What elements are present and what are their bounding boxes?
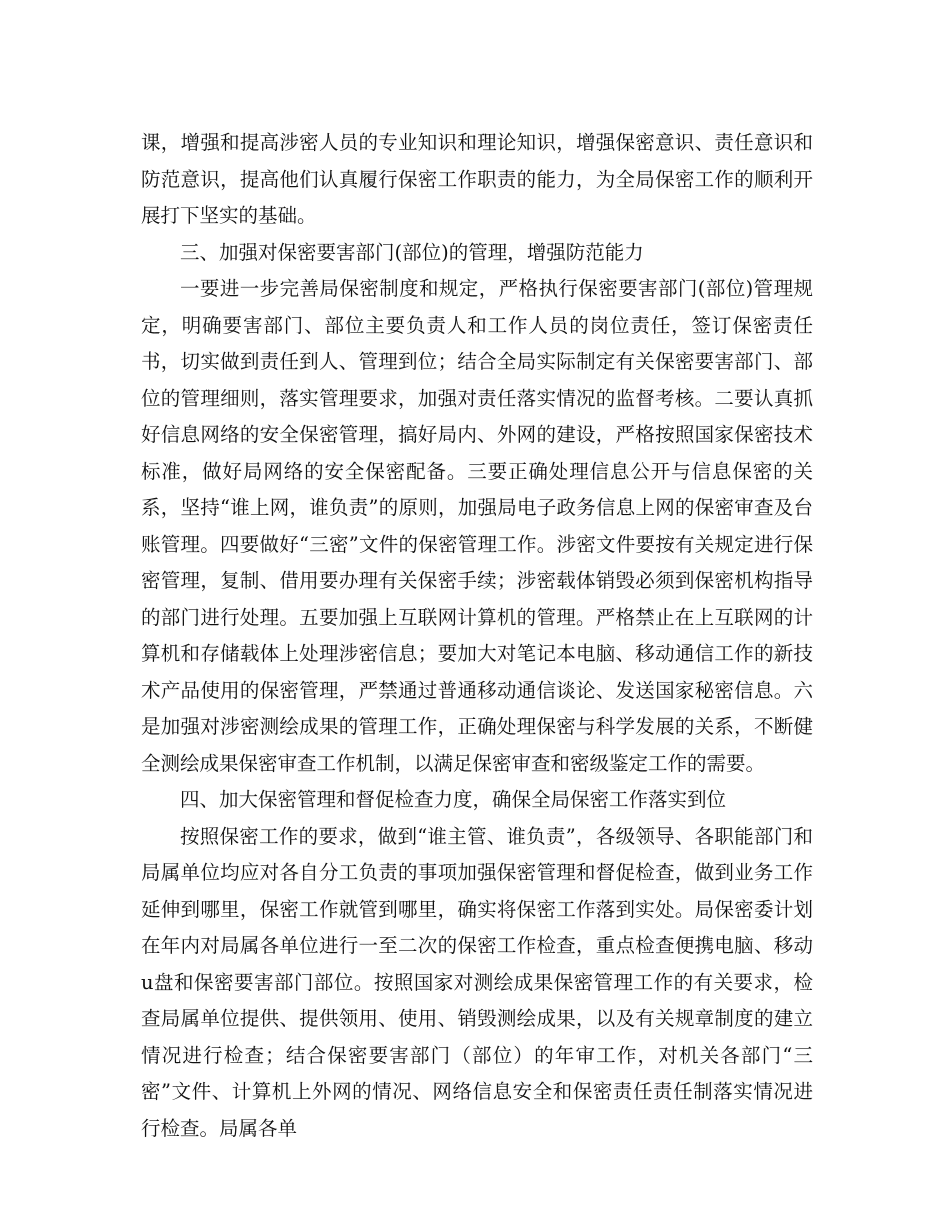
paragraph-section-4: 按照保密工作的要求，做到“谁主管、谁负责”，各级领导、各职能部门和局属单位均应对各自分工负责的事项加强保密管理和督促检查，做到业务工作延伸到哪里，保密工作就管到哪里，确实将保密工作落到实处。局保密委计划在年内对局属各单位进行一至二次的保密工作检查，重点检查便携电脑、移动u盘和保密要害部门部位。按照国家对测绘成果保密管理工作的有关要求，检查局属单位提供、提供领用、使用、销毁测绘成果，以及有关规章制度的建立情况进行检查；结合保密要害部门（部位）的年审工作，对机关各部门“三密”文件、计算机上外网的情况、网络信息安全和保密责任责任制落实情况进行检查。局属各单 bbox=[141, 824, 813, 1140]
section-heading-3: 三、加强对保密要害部门(部位)的管理，增强防范能力 bbox=[180, 240, 644, 264]
document-body bbox=[141, 125, 813, 1147]
paragraph-section-3: 一要进一步完善局保密制度和规定，严格执行保密要害部门(部位)管理规定，明确要害部门、部位主要负责人和工作人员的岗位责任，签订保密责任书，切实做到责任到人、管理到位；结合全局实际制定有关保密要害部门、部位的管理细则，落实管理要求，加强对责任落实情况的监督考核。二要认真抓好信息网络的安全保密管理，搞好局内、外网的建设，严格按照国家保密技术标准，做好局网络的安全保密配备。三要正确处理信息公开与信息保密的关系，坚持“谁上网，谁负责”的原则，加强局电子政务信息上网的保密审查及台账管理。四要做好“三密”文件的保密管理工作。涉密文件要按有关规定进行保密管理，复制、借用要办理有关保密手续；涉密载体销毁必须到保密机构指导的部门进行处理。五要加强上互联网计算机的管理。严格禁止在上互联网的计算机和存储载体上处理涉密信息；要加大对笔记本电脑、移动通信工作的新技术产品使用的保密管理，严禁通过普通移动通信谈论、发送国家秘密信息。六是加强对涉密测绘成果的管理工作，正确处理保密与科学发展的关系，不断健全测绘成果保密审查工作机制，以满足保密审查和密级鉴定工作的需要。 bbox=[141, 277, 813, 775]
paragraph-continuation: 课，增强和提高涉密人员的专业知识和理论知识，增强保密意识、责任意识和防范意识，提高他们认真履行保密工作职责的能力，为全局保密工作的顺利开展打下坚实的基础。 bbox=[141, 131, 813, 227]
section-heading-4: 四、加大保密管理和督促检查力度，确保全局保密工作落实到位 bbox=[180, 788, 727, 811]
